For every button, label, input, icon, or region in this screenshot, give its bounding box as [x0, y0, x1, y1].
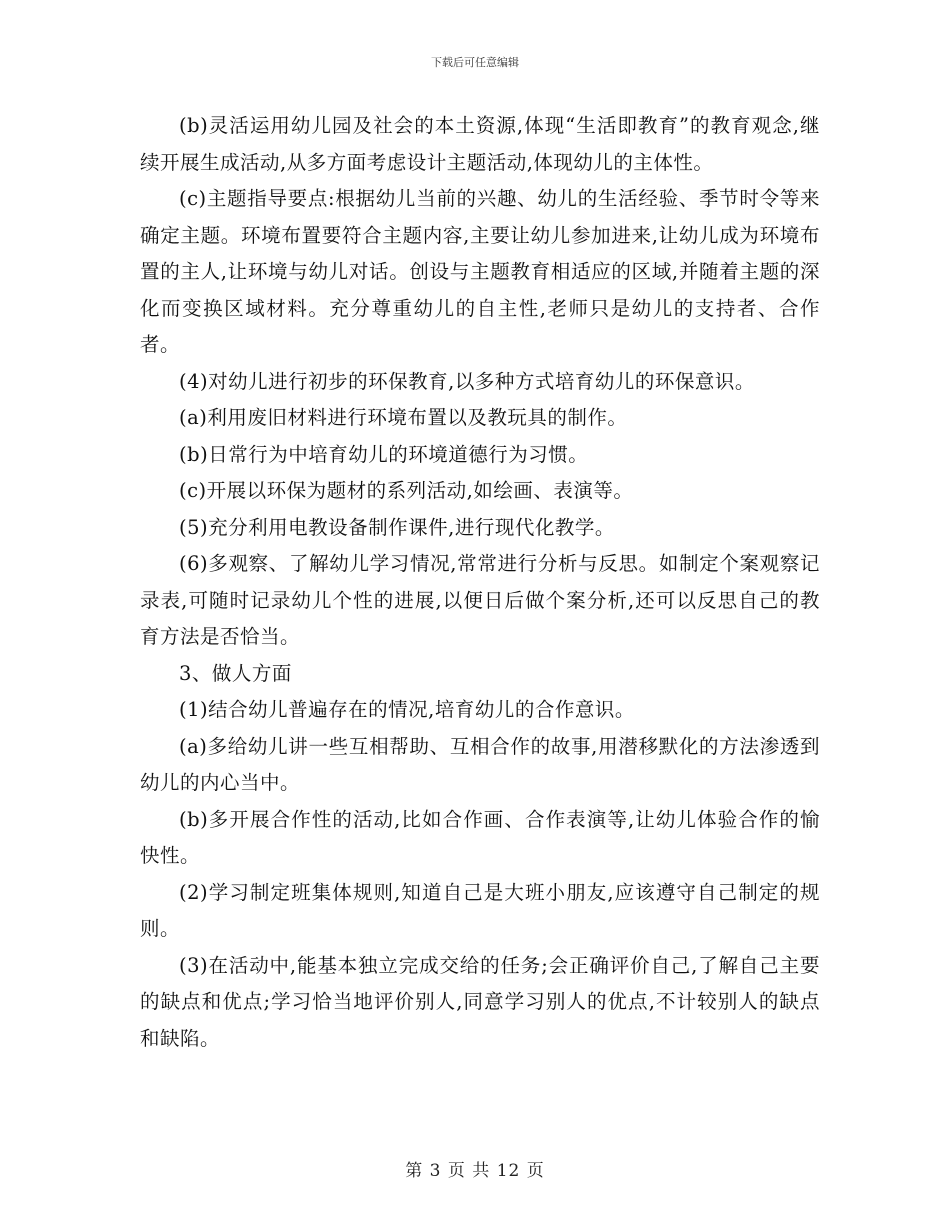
paragraph: (b)多开展合作性的活动,比如合作画、合作表演等,让幼儿体验合作的愉快性。 — [140, 807, 820, 867]
paragraph: (b)日常行为中培育幼儿的环境道德行为习惯。 — [179, 442, 589, 466]
section-heading: 3、做人方面 — [179, 661, 292, 685]
document-body — [140, 108, 820, 1057]
page-number: 第 3 页 共 12 页 — [405, 1161, 545, 1181]
paragraph: (5)充分利用电教设备制作课件,进行现代化教学。 — [179, 515, 615, 539]
paragraph: (3)在活动中,能基本独立完成交给的任务;会正确评价自己,了解自己主要的缺点和优点;学习恰当地评价别人,同意学习别人的优点,不计较别人的缺点和缺陷。 — [140, 953, 820, 1050]
paragraph: (1)结合幼儿普遍存在的情况,培育幼儿的合作意识。 — [179, 698, 635, 721]
paragraph: (a)利用废旧材料进行环境布置以及教玩具的制作。 — [179, 406, 628, 429]
paragraph: (c)开展以环保为题材的系列活动,如绘画、表演等。 — [179, 479, 634, 502]
paragraph: (a)多给幼儿讲一些互相帮助、互相合作的故事,用潜移默化的方法渗透到幼儿的内心当中。 — [140, 734, 820, 794]
paragraph: (c)主题指导要点:根据幼儿当前的兴趣、幼儿的生活经验、季节时令等来确定主题。环境布置要符合主题内容,主要让幼儿参加进来,让幼儿成为环境布置的主人,让环境与幼儿对话。创设与主题教育相适应的区域,并随着主题的深化而变换区域材料。充分尊重幼儿的自主性,老师只是幼儿的支持者、合作者。 — [140, 187, 820, 356]
paragraph: (4)对幼儿进行初步的环保教育,以多种方式培育幼儿的环保意识。 — [179, 369, 755, 393]
paragraph: (6)多观察、了解幼儿学习情况,常常进行分析与反思。如制定个案观察记录表,可随时记录幼儿个性的进展,以便日后做个案分析,还可以反思自己的教育方法是否恰当。 — [140, 552, 820, 648]
paragraph: (2)学习制定班集体规则,知道自己是大班小朋友,应该遵守自己制定的规则。 — [140, 880, 820, 940]
paragraph: (b)灵活运用幼儿园及社会的本土资源,体现“生活即教育”的教育观念,继续开展生成活动,从多方面考虑设计主题活动,体现幼儿的主体性。 — [140, 114, 820, 174]
page-header: 下载后可任意编辑 — [431, 56, 519, 69]
